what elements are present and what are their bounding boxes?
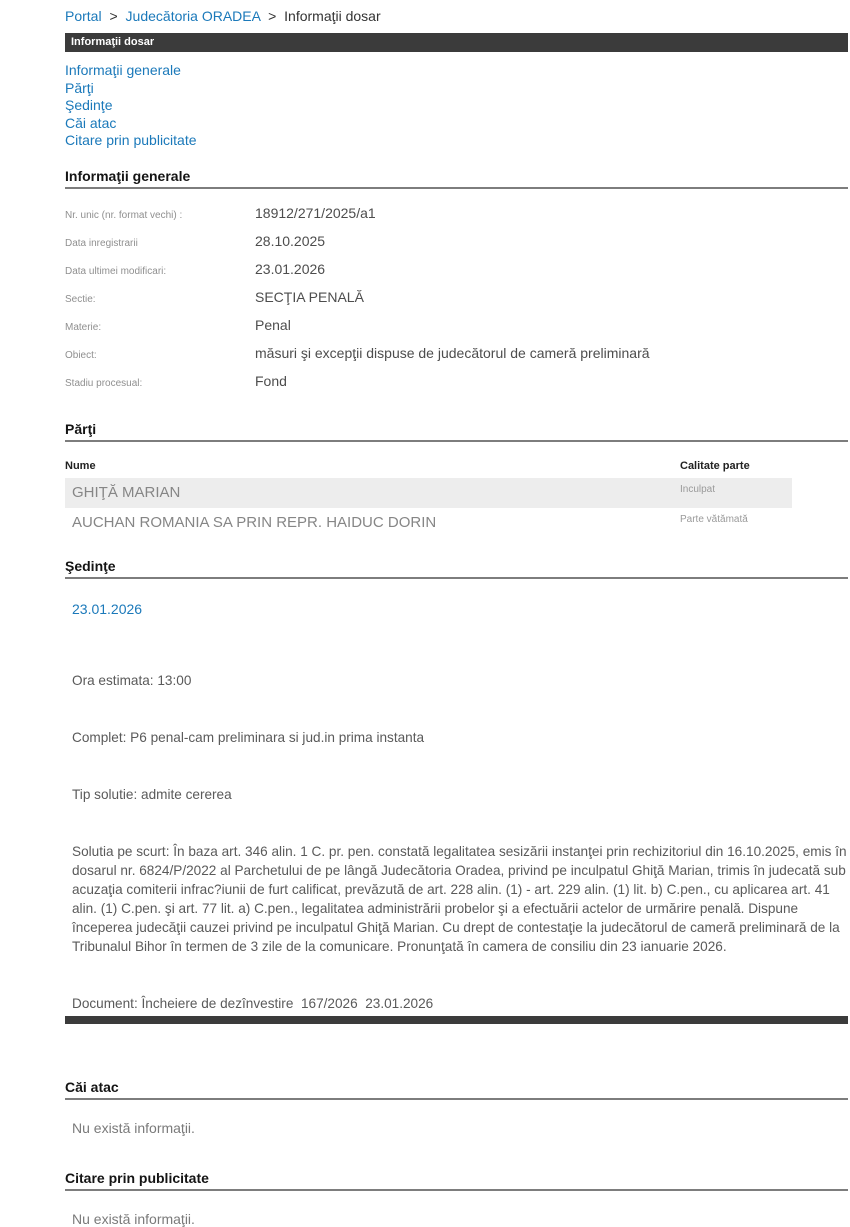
section-cai-atac (65, 1079, 848, 1136)
in-page-nav (65, 62, 848, 150)
general-fields (65, 205, 848, 401)
field-label: Data ultimei modificari: (65, 265, 167, 277)
field-value: Fond (255, 372, 287, 389)
field-label: Materie: (65, 321, 102, 333)
hearing-date-link[interactable]: 23.01.2026 (72, 600, 143, 617)
heading-rule (65, 577, 848, 579)
hearing-details (72, 633, 848, 1051)
column-header-nume: Nume (65, 459, 96, 472)
field-value: Penal (255, 316, 291, 333)
hearing-solution-type: Tip solutie: admite cererea (72, 786, 232, 802)
field-value: 23.01.2026 (255, 260, 326, 277)
section-informatii-generale (65, 168, 848, 401)
party-name: AUCHAN ROMANIA SA PRIN REPR. HAIDUC DORIN (72, 514, 437, 531)
breadcrumb-link-court[interactable]: Judecătoria ORADEA (125, 8, 261, 24)
section-heading-citare: Citare prin publicitate (65, 1169, 209, 1186)
field-label: Nr. unic (nr. format vechi) : (65, 209, 183, 221)
field-row-obiect (65, 345, 848, 373)
field-label: Sectie: (65, 293, 96, 305)
breadcrumb-current: Informaţii dosar (284, 8, 381, 24)
field-value: 28.10.2025 (255, 232, 326, 249)
section-citare (65, 1170, 848, 1227)
breadcrumb-separator: > (268, 8, 277, 24)
bottom-section-bar-cutoff (65, 1016, 848, 1024)
section-heading-cai-atac: Căi atac (65, 1078, 119, 1095)
field-row-nr-unic (65, 205, 848, 233)
cai-atac-empty-message: Nu există informaţii. (72, 1119, 195, 1136)
nav-link-cai-atac[interactable]: Căi atac (65, 114, 117, 131)
hearing-panel: Complet: P6 penal-cam preliminara si jud.in prima instanta (72, 729, 425, 745)
field-row-materie (65, 317, 848, 345)
section-parti (65, 421, 848, 538)
field-value: SECŢIA PENALĂ (255, 288, 364, 305)
parti-table (65, 456, 792, 538)
section-sedinte (65, 558, 848, 1051)
parti-table-header (65, 456, 792, 478)
nav-link-citare[interactable]: Citare prin publicitate (65, 132, 197, 148)
nav-link-informatii-generale[interactable]: Informaţii generale (65, 62, 181, 78)
section-heading-informatii-generale: Informaţii generale (65, 167, 191, 184)
hearing-solution-summary: Solutia pe scurt: În baza art. 346 alin. 1 C. pr. pen. constată legalitatea sesizării instanţei prin rechizitoriul din 16.10.2025, emis în dosarul nr. 6824/P/2022 al Parchetului de pe lângă Judecătoria Oradea, privind pe inculpatul Ghiţă Marian, trimis în judecată sub acuzaţia comiterii infrac?iunii de furt calificat, prevăzută de art. 228 alin. (1) - art. 229 alin. (1) lit. b) C.pen., cu aplicarea art. 41 alin. (1) C.pen. şi art. 77 lit. a) C.pen., legalitatea administrării probelor şi a efectuării actelor de urmărire penală. Dispune începerea judecăţii cauzei privind pe inculpatul Ghiţă Marian. Cu drept de contestaţie la judecătorul de cameră preliminară de la Tribunalul Bihor în termen de 3 zile de la comunicare. Pronunţată în camera de consiliu din 23 ianuarie 2026. (72, 843, 850, 954)
table-row (65, 508, 792, 538)
field-label: Obiect: (65, 349, 97, 361)
table-row (65, 478, 792, 508)
heading-rule (65, 440, 848, 442)
heading-rule (65, 1189, 848, 1191)
page-title-bar (65, 33, 848, 52)
field-row-data-modificari (65, 261, 848, 289)
field-value: 18912/271/2025/a1 (255, 204, 376, 221)
field-row-stadiu (65, 373, 848, 401)
heading-rule (65, 1098, 848, 1100)
citare-empty-message: Nu există informaţii. (72, 1210, 195, 1227)
nav-link-sedinte[interactable]: Şedinţe (65, 97, 113, 113)
section-heading-parti: Părţi (65, 420, 97, 437)
party-quality: Parte vătămată (680, 513, 748, 525)
section-heading-sedinte: Şedinţe (65, 557, 116, 574)
field-row-data-inregistrarii (65, 233, 848, 261)
party-name: GHIŢĂ MARIAN (72, 484, 181, 501)
party-quality: Inculpat (680, 483, 716, 495)
column-header-calitate: Calitate parte (680, 459, 750, 472)
hearing-document: Document: Încheiere de dezînvestire 167/2026 23.01.2026 (72, 995, 434, 1011)
field-label: Data inregistrarii (65, 237, 138, 249)
breadcrumb-separator: > (109, 8, 118, 24)
field-label: Stadiu procesual: (65, 377, 143, 389)
field-row-sectie (65, 289, 848, 317)
page-title: Informaţii dosar (71, 36, 155, 48)
breadcrumb-link-portal[interactable]: Portal (65, 8, 102, 24)
breadcrumb (65, 8, 848, 24)
field-value: măsuri şi excepţii dispuse de judecătorul de cameră preliminară (255, 344, 650, 361)
nav-link-parti[interactable]: Părţi (65, 79, 94, 96)
heading-rule (65, 187, 848, 189)
hearing-time: Ora estimata: 13:00 (72, 672, 192, 688)
